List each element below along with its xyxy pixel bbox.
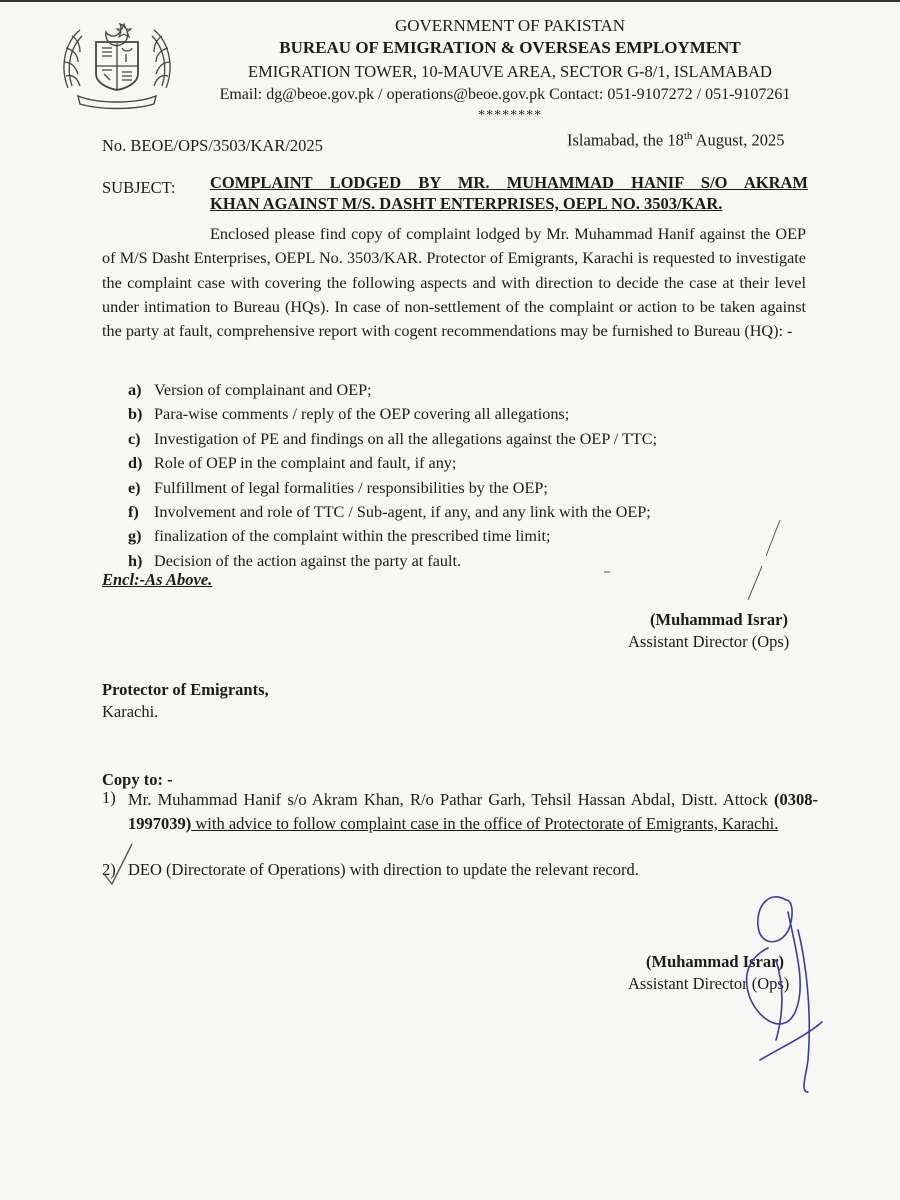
copy-to-heading: Copy to: -: [102, 770, 173, 789]
letter-date: [567, 130, 785, 151]
copy-item-number: 2): [102, 860, 116, 879]
aspects-list: [128, 378, 657, 573]
date-prefix: Islamabad, the 18: [567, 130, 684, 150]
letterhead-bureau: BUREAU OF EMIGRATION & OVERSEAS EMPLOYMENT: [279, 38, 741, 57]
list-marker: g): [128, 527, 142, 546]
enclosure-note: Encl:-As Above.: [102, 570, 213, 589]
subject-line-2: KHAN AGAINST M/S. DASHT ENTERPRISES, OEPL NO. 3503/KAR.: [210, 194, 723, 213]
signatory-name: (Muhammad Israr): [646, 952, 784, 971]
letterhead-government: GOVERNMENT OF PAKISTAN: [394, 16, 626, 35]
copy-item-2: DEO (Directorate of Operations) with direction to update the relevant record.: [128, 860, 639, 879]
signatory-designation: Assistant Director (Ops): [628, 974, 790, 993]
signatory-designation: Assistant Director (Ops): [628, 632, 790, 651]
list-marker: e): [128, 478, 141, 497]
body-paragraph: Enclosed please find copy of complaint lodged by Mr. Muhammad Hanif against the OEP of M/S Dasht Enterprises, OEPL No. 3503/KAR. Protector of Emigrants, Karachi is requested to investigate the complaint case with covering the following aspects and with direction to decide the case at their level under intimation to Bureau (HQs). In case of non-settlement of the complaint or action to be taken against the party at fault, comprehensive report with cogent recommendations may be furnished to Bureau (HQ): -: [102, 225, 806, 341]
copy-item-1: [128, 788, 818, 836]
signatory-name: (Muhammad Israr): [650, 610, 788, 629]
list-item: [128, 378, 657, 402]
list-text: Role of OEP in the complaint and fault, if any;: [154, 454, 457, 473]
state-emblem-icon: [58, 18, 176, 110]
list-item: [128, 451, 657, 475]
copy-item-1-advice: with advice to follow complaint case in the office of Protectorate of Emigrants, Karachi.: [191, 814, 779, 833]
list-item: [128, 476, 657, 500]
reference-number: No. BEOE/OPS/3503/KAR/2025: [102, 136, 323, 155]
list-text: Para-wise comments / reply of the OEP covering all allegations;: [154, 405, 570, 424]
list-item: [128, 500, 657, 524]
handwritten-signature-icon: [747, 897, 822, 1092]
list-marker: d): [128, 454, 143, 473]
list-marker: c): [128, 429, 141, 448]
letterhead-contact: Email: dg@beoe.gov.pk / operations@beoe.gov.pk Contact: 051-9107272 / 051-9107261: [219, 86, 791, 103]
addressee-city: Karachi.: [102, 702, 159, 721]
list-marker: a): [128, 381, 142, 399]
subject-label: SUBJECT:: [102, 178, 176, 197]
letterhead-address: EMIGRATION TOWER, 10-MAUVE AREA, SECTOR G-8/1, ISLAMABAD: [248, 62, 772, 81]
list-item: [128, 524, 657, 548]
list-text: Investigation of PE and findings on all the allegations against the OEP / TTC;: [154, 429, 658, 448]
list-marker: b): [128, 405, 143, 424]
scan-edge: [0, 0, 900, 2]
date-rest: August, 2025: [692, 130, 785, 150]
list-item: [128, 402, 657, 426]
pen-stroke-mark: [748, 520, 780, 600]
list-text: Decision of the action against the party at fault.: [154, 551, 462, 570]
subject-line-1: COMPLAINT LODGED BY MR. MUHAMMAD HANIF S/O AKRAM: [210, 173, 808, 192]
copy-item-number: 1): [102, 788, 116, 807]
list-marker: h): [128, 551, 143, 570]
list-text: finalization of the complaint within the prescribed time limit;: [154, 527, 551, 546]
date-suffix: th: [683, 130, 693, 142]
addressee-title: Protector of Emigrants,: [102, 680, 269, 699]
letterhead-separator: ********: [478, 108, 542, 123]
list-marker: f): [128, 502, 139, 521]
list-text: Version of complainant and OEP;: [154, 381, 372, 399]
copy-item-1-phone: (0308-1997039): [128, 790, 818, 833]
list-text: Fulfillment of legal formalities / responsibilities by the OEP;: [154, 478, 548, 497]
list-item: [128, 427, 657, 451]
copy-item-1-text: Mr. Muhammad Hanif s/o Akram Khan, R/o Pathar Garh, Tehsil Hassan Abdal, Distt. Attock: [128, 790, 768, 809]
list-text: Involvement and role of TTC / Sub-agent, if any, and any link with the OEP;: [154, 502, 651, 521]
